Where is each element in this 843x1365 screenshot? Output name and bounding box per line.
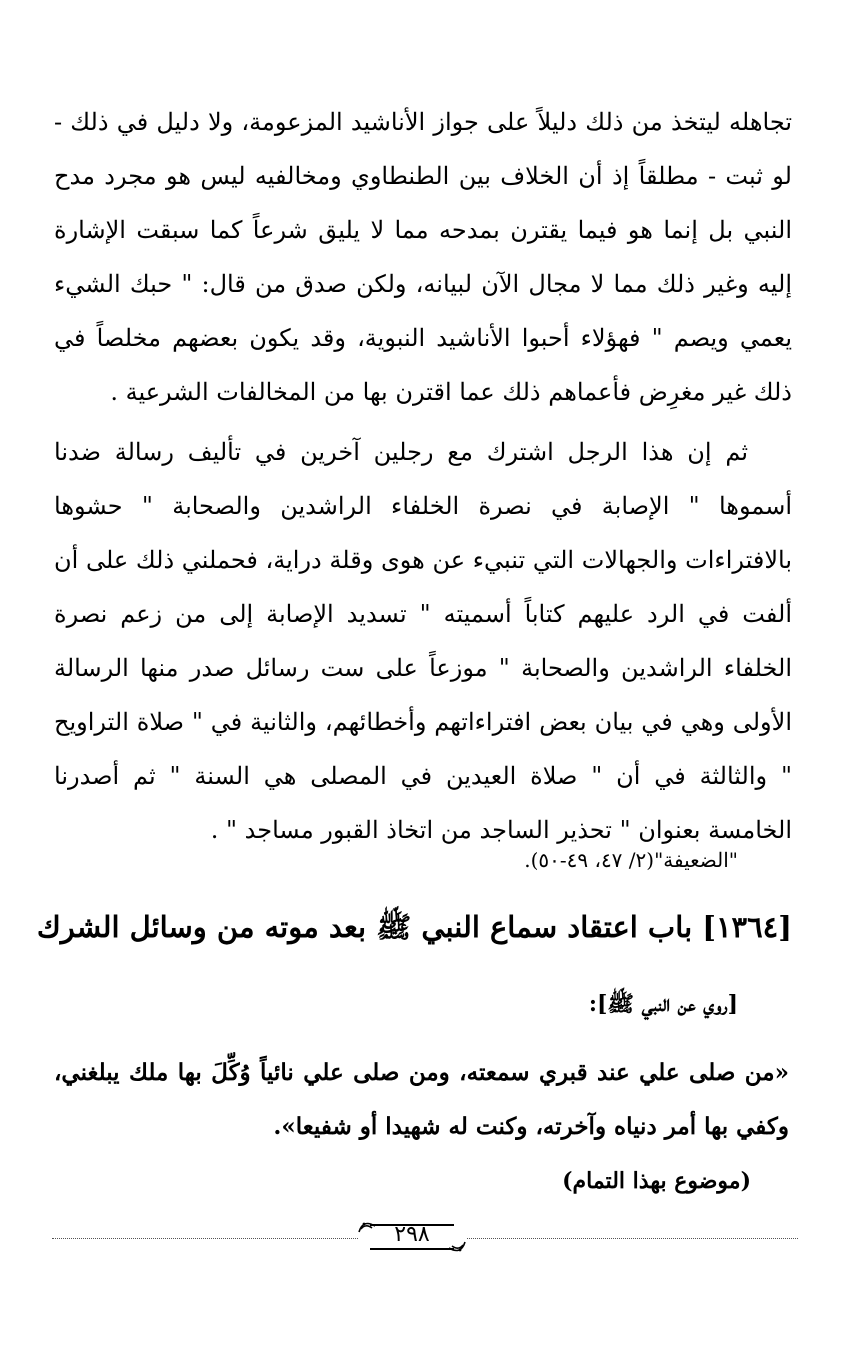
- page-number: ٢٩٨: [394, 1222, 430, 1247]
- body-paragraph-1: تجاهله ليتخذ من ذلك دليلاً على جواز الأناشيد المزعومة، ولا دليل في ذلك - لو ثبت - مطلقاً إذ أن الخلاف بين الطنطاوي ومخالفيه ليس هو مجرد مدح النبي بل إنما هو فيما يقترن بمدحه مما لا يليق شرعاً كما سبقت الإشارة إليه وغير ذلك مما لا مجال الآن لبيانه، ولكن صدق من قال: " حبك الشيء يعمي ويصم " فهؤلاء أحبوا الأناشيد النبوية، وقد يكون بعضهم مخلصاً في ذلك غير مغرِض فأعماهم ذلك عما اقترن بها من المخالفات الشرعية .: [54, 108, 793, 406]
- hadith-ruling: (موضوع بهذا التمام): [562, 1168, 751, 1194]
- hadith-text: «من صلى علي عند قبري سمعته، ومن صلى علي نائياً وُكِّلَ بها ملك يبلغني، وكفي بها أمر دنياه وآخرته، وكنت له شهيدا أو شفيعا».: [54, 1059, 789, 1140]
- narration-intro: [روي عن النبي ﷺ]:: [588, 991, 738, 1017]
- chapter-heading: [١٣٦٤] باب اعتقاد سماع النبي ﷺ بعد موته من وسائل الشرك: [36, 910, 792, 944]
- source-reference: "الضعيفة"(٢/ ٤٧، ٤٩-٥٠).: [524, 848, 738, 872]
- body-paragraph-2-text: ثم إن هذا الرجل اشترك مع رجلين آخرين في تأليف رسالة ضدنا أسموها " الإصابة في نصرة الخلفاء الراشدين والصحابة " حشوها بالافتراءات والجهالات التي تنبيء عن هوى وقلة دراية، فحملني ذلك على أن ألفت في الرد عليهم كتاباً أسميته " تسديد الإصابة إلى من زعم نصرة الخلفاء الراشدين والصحابة " موزعاً على ست رسائل صدر منها الرسالة الأولى وهي في بيان بعض افتراءاتهم وأخطائهم، والثانية في " صلاة التراويح " والثالثة في أن " صلاة العيدين في المصلى هي السنة " ثم أصدرنا الخامسة بعنوان " تحذير الساجد من اتخاذ القبور مساجد " .: [54, 438, 792, 844]
- ornament-icon: [448, 1240, 466, 1254]
- page-number-ornament: [358, 1218, 466, 1254]
- body-paragraph-2: [54, 425, 792, 857]
